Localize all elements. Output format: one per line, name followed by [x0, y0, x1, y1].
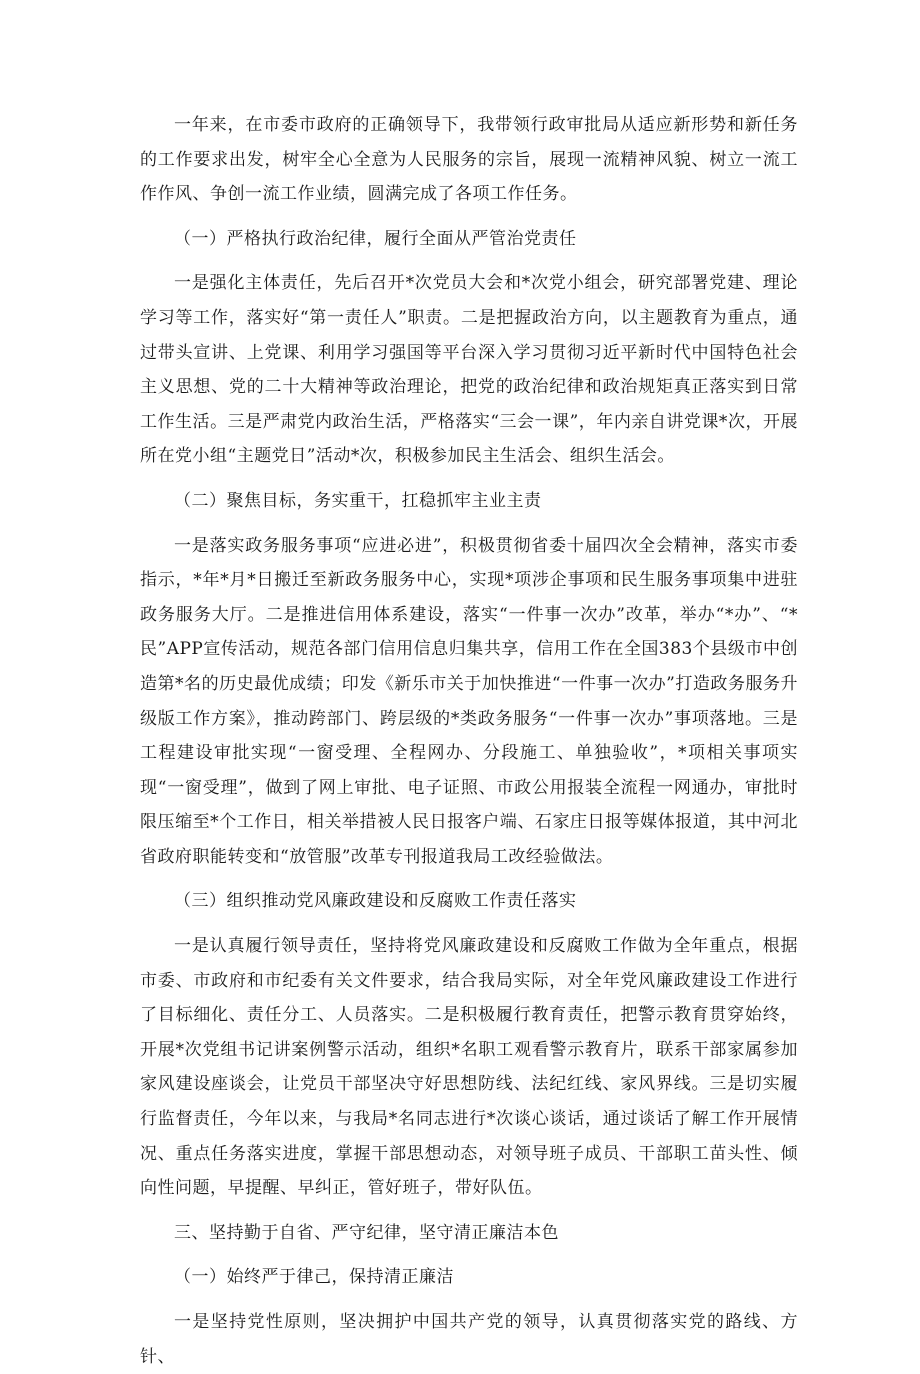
intro-paragraph: 一年来，在市委市政府的正确领导下，我带领行政审批局从适应新形势和新任务的工作要求出发，树牢全心全意为人民服务的宗旨，展现一流精神风貌、树立一流工作作风、争创一流工作业绩，圆满完成了各项工作任务。 [140, 115, 798, 205]
section-heading-1: （一）严格执行政治纪律，履行全面从严管治党责任 [174, 228, 577, 249]
section-heading-3: （三）组织推动党风廉政建设和反腐败工作责任落实 [174, 891, 577, 912]
chapter-heading-3: 三、坚持勤于自省、严守纪律，坚守清正廉洁本色 [174, 1222, 559, 1243]
body-paragraph-2: 一是落实政务服务事项“应进必进”，积极贯彻省委十届四次全会精神，落实市委指示，*年*月*日搬迁至新政务服务中心，实现*项涉企事项和民生服务事项集中进驻政务服务大厅。二是推进信用体系建设，落实“一件事一次办”改革，举办“*办”、“*民”APP宣传活动，规范各部门信用信息归集共享，信用工作在全国383个县级市中创造第*名的历史最优成绩；印发《新乐市关于加快推进“一件事一次办”打造政务服务升级版工作方案》，推动跨部门、跨层级的*类政务服务“一件事一次办”事项落地。三是工程建设审批实现“一窗受理、全程网办、分段施工、单独验收”，*项相关事项实现“一窗受理”，做到了网上审批、电子证照、市政公用报装全流程一网通办，审批时限压缩至*个工作日，相关举措被人民日报客户端、石家庄日报等媒体报道，其中河北省政府职能转变和“放管服”改革专刊报道我局工改经验做法。 [140, 535, 798, 867]
body-paragraph-3: 一是认真履行领导责任，坚持将党风廉政建设和反腐败工作做为全年重点，根据市委、市政府和市纪委有关文件要求，结合我局实际，对全年党风廉政建设工作进行了目标细化、责任分工、人员落实。二是积极履行教育责任，把警示教育贯穿始终，开展*次党组书记讲案例警示活动，组织*名职工观看警示教育片，联系干部家属参加家风建设座谈会，让党员干部坚决守好思想防线、法纪红线、家风界线。三是切实履行监督责任，今年以来，与我局*名同志进行*次谈心谈话，通过谈话了解工作开展情况、重点任务落实进度，掌握干部思想动态，对领导班子成员、干部职工苗头性、倾向性问题，早提醒、早纠正，管好班子，带好队伍。 [140, 936, 798, 1199]
section-heading-3-1: （一）始终严于律己，保持清正廉洁 [174, 1267, 454, 1288]
body-paragraph-4: 一是坚持党性原则，坚决拥护中国共产党的领导，认真贯彻落实党的路线、方针、 [140, 1312, 798, 1367]
section-heading-2: （二）聚焦目标，务实重干，扛稳抓牢主业主责 [174, 490, 542, 511]
body-paragraph-1: 一是强化主体责任，先后召开*次党员大会和*次党小组会，研究部署党建、理论学习等工作，落实好“第一责任人”职责。二是把握政治方向，以主题教育为重点，通过带头宣讲、上党课、利用学习强国等平台深入学习贯彻习近平新时代中国特色社会主义思想、党的二十大精神等政治理论，把党的政治纪律和政治规矩真正落实到日常工作生活。三是严肃党内政治生活，严格落实“三会一课”，年内亲自讲党课*次，开展所在党小组“主题党日”活动*次，积极参加民主生活会、组织生活会。 [140, 273, 798, 467]
